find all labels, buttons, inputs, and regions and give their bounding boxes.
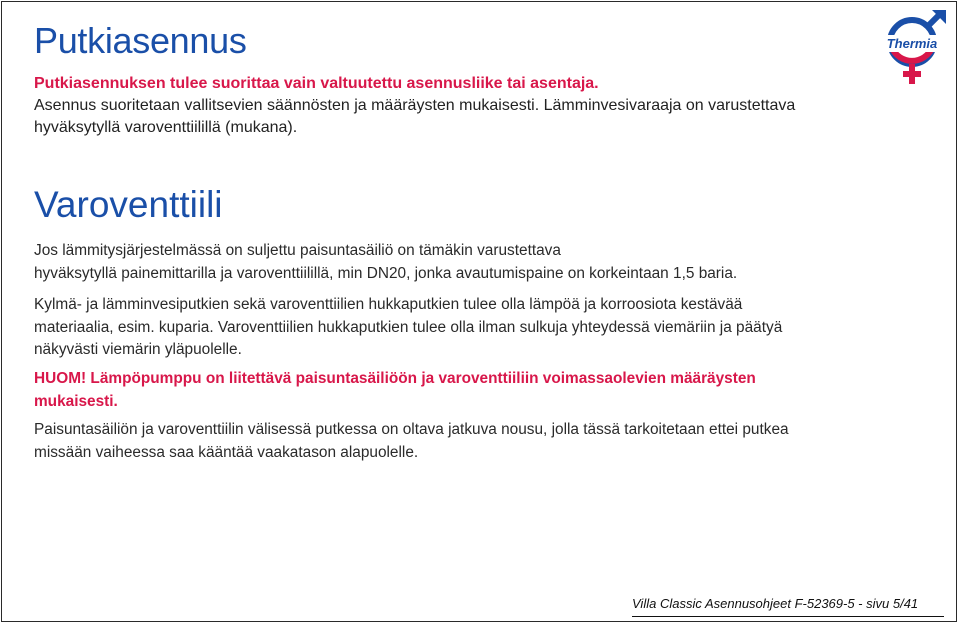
paragraph-line: materiaalia, esim. kuparia. Varoventtiilien hukkaputkien tulee olla ilman sulkuja yhteydessä viemäriin ja päätyä (34, 318, 783, 336)
paragraph-line: hyväksytyllä painemittarilla ja varoventtiilillä, min DN20, jonka avautumispaine on korkeintaan 1,5 baria. (34, 264, 738, 282)
warning-line: mukaisesti. (34, 392, 118, 410)
paragraph-pipes (34, 294, 844, 362)
thermia-logo (876, 8, 952, 86)
warning-note (34, 368, 844, 413)
thermia-logo-icon (876, 8, 952, 86)
paragraph-line: missään vaiheessa saa kääntää vaakatason alapuolelle. (34, 443, 419, 461)
paragraph-line: näkyvästi viemärin yläpuolelle. (34, 341, 242, 358)
paragraph-line: Jos lämmitysjärjestelmässä on suljettu paisuntasäiliö on tämäkin varustettava (34, 242, 561, 259)
logo-wordmark: Thermia (886, 36, 938, 51)
warning-line: HUOM! Lämpöpumppu on liitettävä paisuntasäiliöön ja varoventtiiliin voimassaolevien määräysten (34, 370, 756, 387)
footer-text: Villa Classic Asennusohjeet F-52369-5 - sivu 5/41 (632, 596, 919, 611)
section-heading: Varoventtiili (34, 184, 223, 225)
intro-line-3: hyväksytyllä varoventtiilillä (mukana). (34, 119, 298, 136)
intro-line-2: Asennus suoritetaan vallitsevien säännösten ja määräysten mukaisesti. Lämminvesivaraaja on varustettava (34, 97, 796, 114)
paragraph-line: Paisuntasäiliön ja varoventtiilin välisessä putkessa on oltava jatkuva nousu, jolla tässä tarkoitetaan ettei putkea (34, 421, 789, 438)
paragraph-rising-pipe (34, 419, 844, 464)
paragraph-line: Kylmä- ja lämminvesiputkien sekä varoventtiilien hukkaputkien tulee olla lämpöä ja korroosiota kestävää (34, 296, 743, 313)
intro-line-1: Putkiasennuksen tulee suorittaa vain valtuutettu asennusliike tai asentaja. (34, 75, 599, 92)
paragraph-pressure-vessel (34, 240, 844, 285)
footer-underline (632, 616, 944, 617)
intro-block (34, 73, 834, 139)
page-title: Putkiasennus (34, 20, 247, 61)
